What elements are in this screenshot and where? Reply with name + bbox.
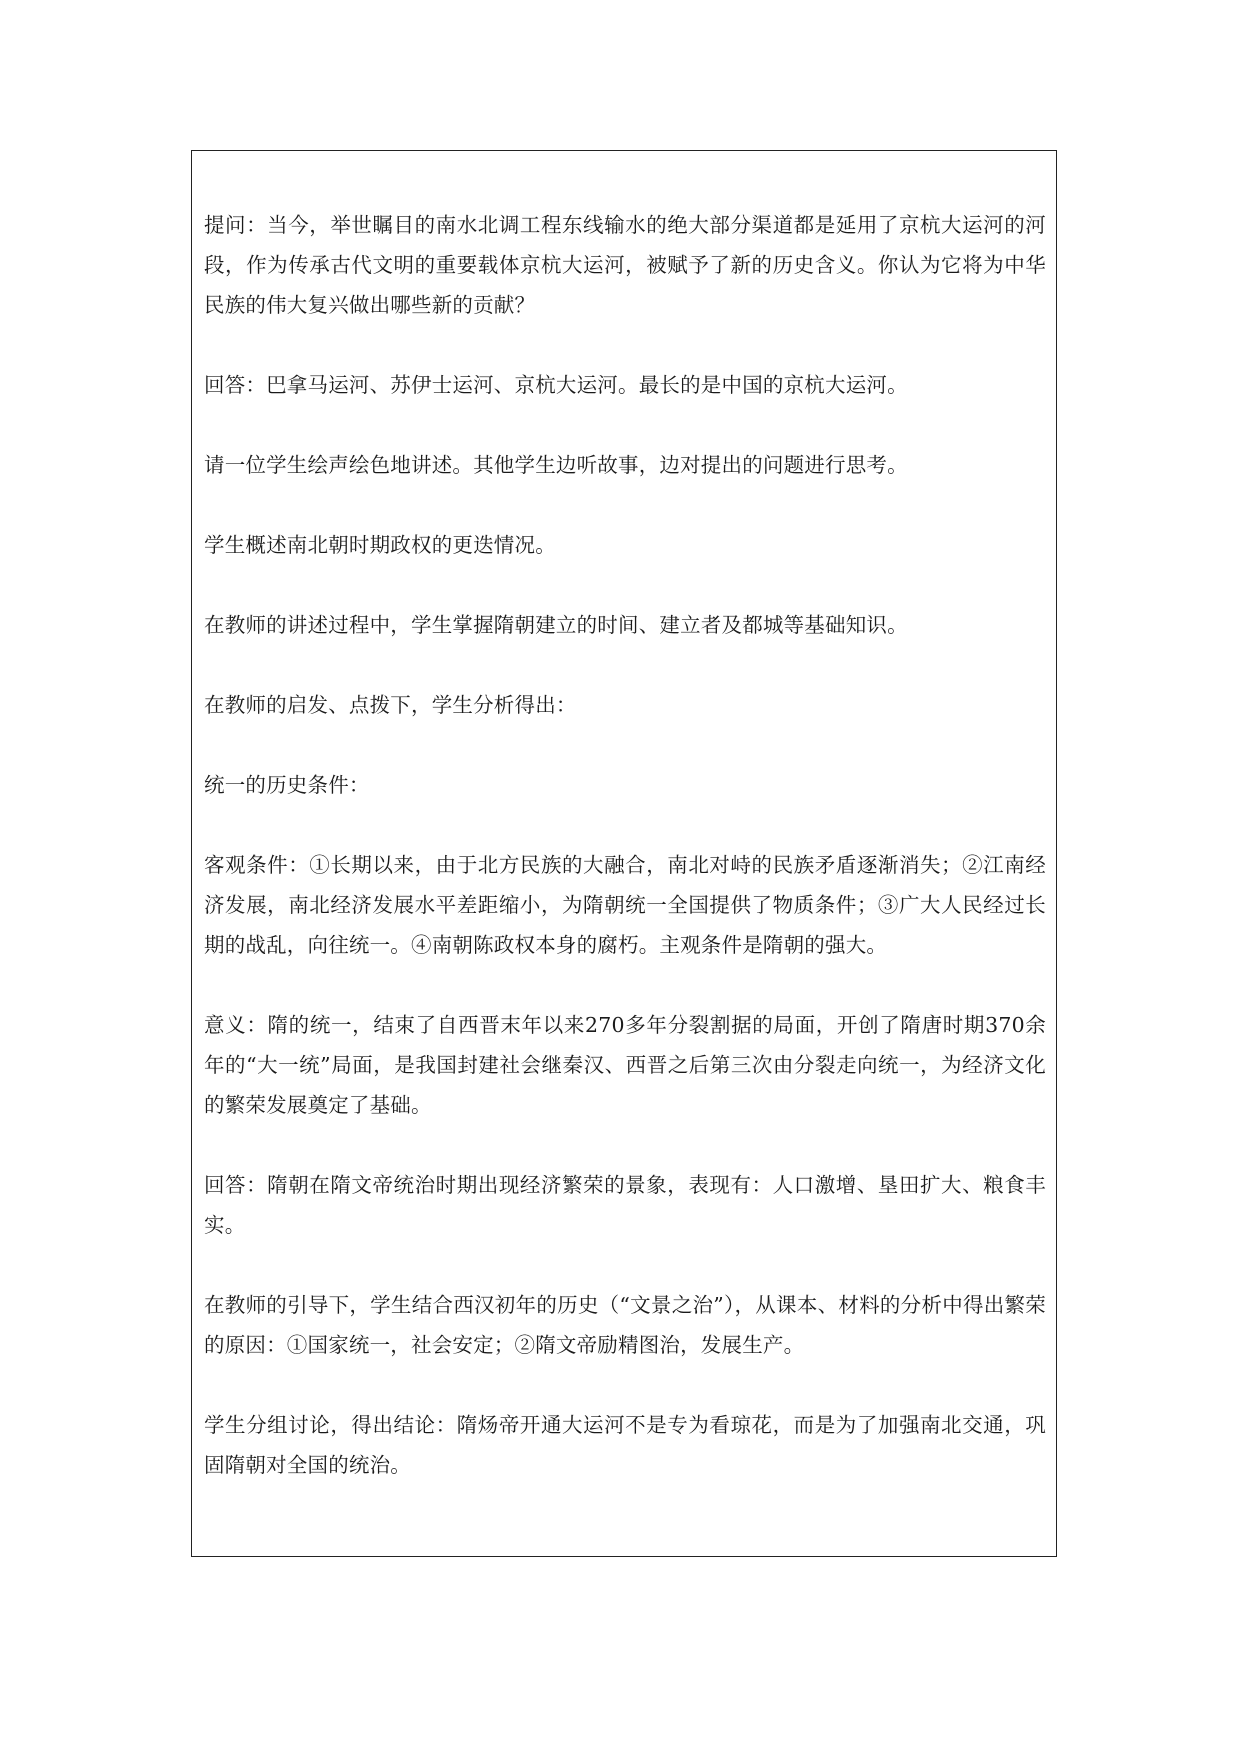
paragraph-storytelling: 请一位学生绘声绘色地讲述。其他学生边听故事，边对提出的问题进行思考。 [204,453,908,477]
paragraph-prosperity-reasons: 在教师的引导下，学生结合西汉初年的历史（“文景之治”），从课本、材料的分析中得出繁荣的原因：①国家统一，社会安定；②隋文帝励精图治，发展生产。 [204,1293,1046,1357]
paragraph-grand-canal-conclusion: 学生分组讨论，得出结论：隋炀帝开通大运河不是专为看琼花，而是为了加强南北交通，巩固隋朝对全国的统治。 [204,1413,1046,1477]
paragraph-significance: 意义：隋的统一，结束了自西晋末年以来270多年分裂割据的局面，开创了隋唐时期370余年的“大一统”局面，是我国封建社会继秦汉、西晋之后第三次由分裂走向统一，为经济文化的繁荣发展奠定了基础。 [204,1013,1046,1117]
paragraph-teacher-guidance: 在教师的启发、点拨下，学生分析得出： [204,693,577,717]
paragraph-economic-prosperity: 回答：隋朝在隋文帝统治时期出现经济繁荣的景象，表现有：人口激增、垦田扩大、粮食丰实。 [204,1173,1046,1237]
paragraph-sui-founding: 在教师的讲述过程中，学生掌握隋朝建立的时间、建立者及都城等基础知识。 [204,613,908,637]
cell-text-body [204,205,1046,1485]
paragraph-objective-conditions: 客观条件：①长期以来，由于北方民族的大融合，南北对峙的民族矛盾逐渐消失；②江南经济发展，南北经济发展水平差距缩小，为隋朝统一全国提供了物质条件；③广大人民经过长期的战乱，向往统一。④南朝陈政权本身的腐朽。主观条件是隋朝的强大。 [204,853,1046,957]
paragraph-question: 提问：当今，举世瞩目的南水北调工程东线输水的绝大部分渠道都是延用了京杭大运河的河段，作为传承古代文明的重要载体京杭大运河，被赋予了新的历史含义。你认为它将为中华民族的伟大复兴做出哪些新的贡献？ [204,213,1046,317]
paragraph-unification-conditions-heading: 统一的历史条件： [204,773,370,797]
paragraph-regime-changes: 学生概述南北朝时期政权的更迭情况。 [204,533,556,557]
content-table-cell [191,150,1057,1557]
paragraph-answer-canals: 回答：巴拿马运河、苏伊士运河、京杭大运河。最长的是中国的京杭大运河。 [204,373,908,397]
